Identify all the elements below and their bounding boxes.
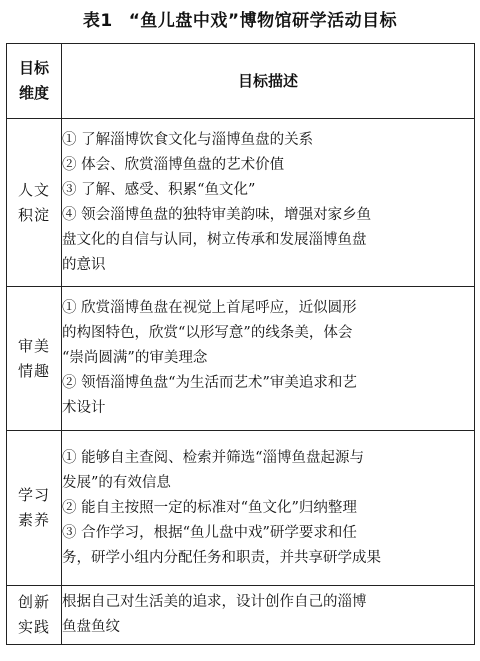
table-title: “鱼儿盘中戏”博物馆研学活动目标 bbox=[128, 11, 398, 31]
description-line: ① 了解淄博饮食文化与淄博鱼盘的关系 bbox=[62, 131, 314, 148]
dimension-line: 素养 bbox=[17, 511, 50, 529]
table-number: 表1 bbox=[82, 11, 113, 31]
description-line: 的构图特色，欣赏“以形写意”的线条美，体会 bbox=[62, 325, 353, 341]
dimension-line: 创新 bbox=[17, 593, 50, 611]
dimension-line: 实践 bbox=[17, 618, 50, 636]
header-dimension-line: 维度 bbox=[18, 84, 49, 102]
dimension-line: 情趣 bbox=[17, 361, 50, 380]
description-line: 的意识 bbox=[62, 256, 106, 273]
description-cell bbox=[62, 287, 475, 431]
description-line: ② 能自主按照一定的标准对“鱼文化”归纳整理 bbox=[62, 499, 357, 516]
description-cell bbox=[62, 431, 475, 586]
objectives-table bbox=[6, 43, 475, 645]
table-row bbox=[7, 287, 475, 431]
description-cell bbox=[62, 586, 475, 645]
dimension-line: 审美 bbox=[17, 336, 50, 355]
description-line: ① 欣赏淄博鱼盘在视觉上首尾呼应，近似圆形 bbox=[62, 300, 357, 316]
dimension-line: 人文 bbox=[17, 180, 50, 199]
table-header-row bbox=[7, 44, 475, 119]
dimension-cell bbox=[7, 287, 62, 431]
description-line: ① 能够自主查阅、检索并筛选“淄博鱼盘起源与 bbox=[62, 449, 365, 466]
description-line: ③ 合作学习，根据“鱼儿盘中戏”研学要求和任 bbox=[62, 524, 357, 541]
table-row bbox=[7, 119, 475, 287]
dimension-cell bbox=[7, 431, 62, 586]
dimension-line: 积淀 bbox=[17, 205, 50, 224]
header-dimension-line: 目标 bbox=[18, 59, 49, 77]
description-line: 术设计 bbox=[62, 400, 106, 416]
dimension-cell bbox=[7, 586, 62, 645]
description-line: 发展”的有效信息 bbox=[62, 474, 171, 491]
description-line: 盘文化的自信与认同，树立传承和发展淄博鱼盘 bbox=[62, 231, 367, 248]
description-line: ③ 了解、感受、积累“鱼文化” bbox=[62, 181, 256, 198]
description-line: 鱼盘鱼纹 bbox=[62, 619, 120, 635]
description-cell bbox=[62, 119, 475, 287]
description-line: 根据自己对生活美的追求，设计创作自己的淄博 bbox=[62, 594, 367, 610]
dimension-line: 学习 bbox=[17, 486, 50, 504]
description-line: “崇尚圆满”的审美理念 bbox=[62, 350, 208, 366]
table-row bbox=[7, 586, 475, 645]
table-caption bbox=[0, 6, 480, 31]
table-row bbox=[7, 431, 475, 586]
description-line: ④ 领会淄博鱼盘的独特审美韵味，增强对家乡鱼 bbox=[62, 206, 372, 223]
description-line: ② 领悟淄博鱼盘“为生活而艺术”审美追求和艺 bbox=[62, 375, 357, 391]
description-line: 务，研学小组内分配任务和职责，并共享研学成果 bbox=[62, 549, 381, 566]
description-line: ② 体会、欣赏淄博鱼盘的艺术价值 bbox=[62, 156, 285, 173]
header-description: 目标描述 bbox=[62, 44, 475, 119]
dimension-cell bbox=[7, 119, 62, 287]
header-dimension bbox=[7, 44, 62, 119]
